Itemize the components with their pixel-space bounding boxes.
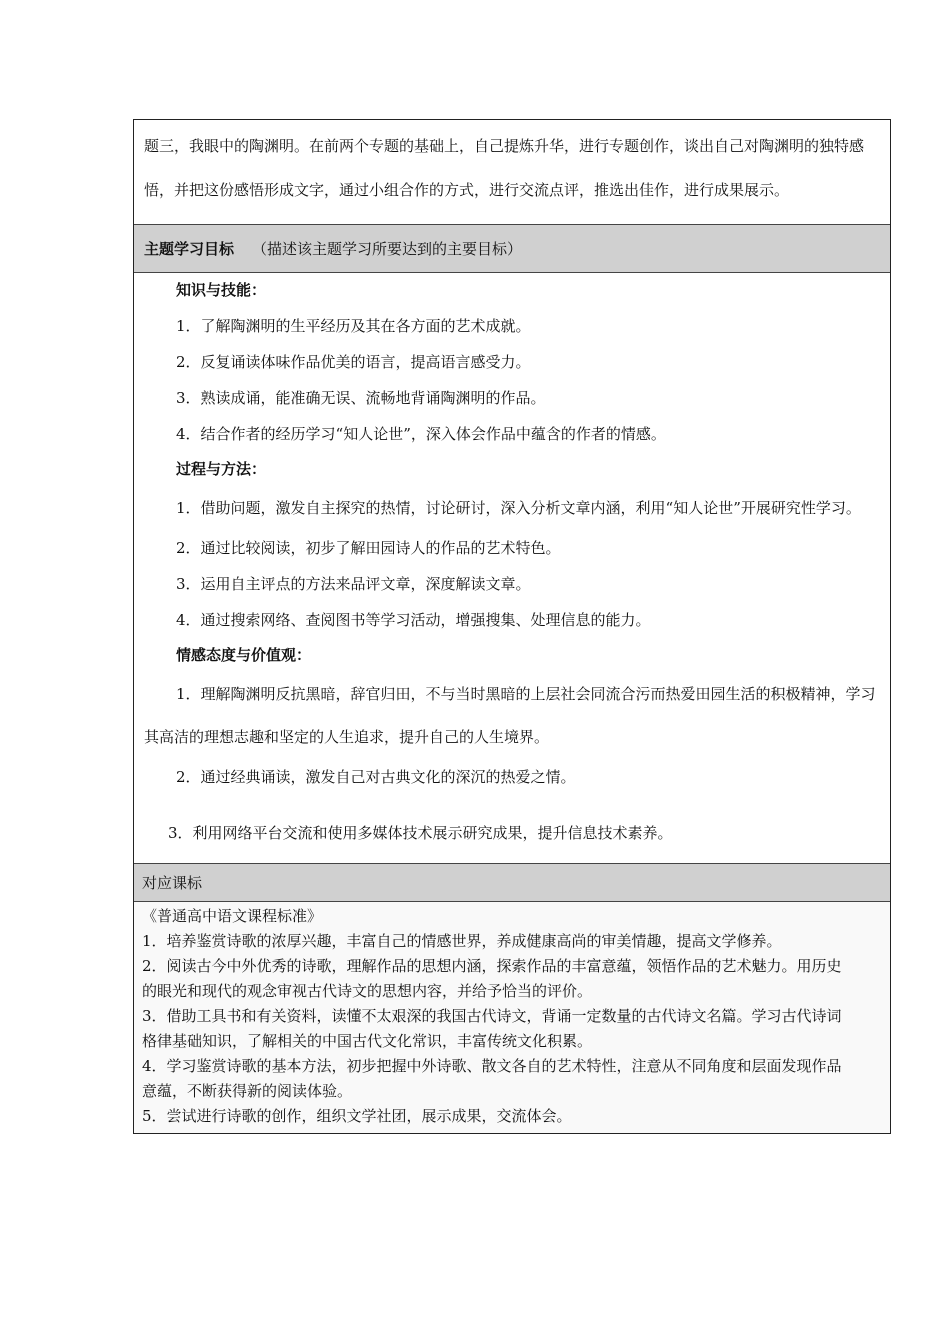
process-item: 4．通过搜索网络、查阅图书等学习活动，增强搜集、处理信息的能力。: [176, 611, 651, 629]
emotion-heading: 情感态度与价值观：: [176, 646, 312, 664]
process-heading: 过程与方法：: [176, 460, 267, 478]
standard-item: 1．培养鉴赏诗歌的浓厚兴趣，丰富自己的情感世界，养成健康高尚的审美情趣，提高文学修养。: [142, 932, 782, 950]
process-item: 2．通过比较阅读，初步了解田园诗人的作品的艺术特色。: [176, 539, 561, 557]
goals-header-row: [134, 225, 890, 273]
knowledge-item: 3．熟读成诵，能准确无误、流畅地背诵陶渊明的作品。: [176, 389, 546, 407]
emotion-item: 2．通过经典诵读，激发自己对古典文化的深沉的热爱之情。: [176, 768, 576, 786]
knowledge-item: 2．反复诵读体味作品优美的语言，提高语言感受力。: [176, 353, 531, 371]
standard-item: 4．学习鉴赏诗歌的基本方法，初步把握中外诗歌、散文各自的艺术特性，注意从不同角度和层面发现作品意蕴，不断获得新的阅读体验。: [142, 1057, 842, 1100]
knowledge-item: 4．结合作者的经历学习“知人论世”，深入体会作品中蕴含的作者的情感。: [176, 425, 666, 443]
knowledge-item: 1．了解陶渊明的生平经历及其在各方面的艺术成就。: [176, 317, 531, 335]
standard-header-label: 对应课标: [142, 874, 203, 892]
process-item: 3．运用自主评点的方法来品评文章，深度解读文章。: [176, 575, 531, 593]
standard-item: 5．尝试进行诗歌的创作，组织文学社团，展示成果，交流体会。: [142, 1107, 572, 1125]
emotion-item: 1．理解陶渊明反抗黑暗，辞官归田，不与当时黑暗的上层社会同流合污而热爱田园生活的积极精神，学习其高洁的理想志趣和坚定的人生追求，提升自己的人生境界。: [144, 685, 876, 746]
emotion-item: 3．利用网络平台交流和使用多媒体技术展示研究成果，提升信息技术素养。: [168, 824, 673, 842]
standard-header-row: [134, 864, 890, 902]
topic-intro-text: 题三，我眼中的陶渊明。在前两个专题的基础上，自己提炼升华，进行专题创作，谈出自己对陶渊明的独特感悟，并把这份感悟形成文字，通过小组合作的方式，进行交流点评，推选出佳作，进行成果展示。: [144, 137, 865, 199]
standard-item: 3．借助工具书和有关资料，读懂不太艰深的我国古代诗文，背诵一定数量的古代诗文名篇。学习古代诗词格律基础知识，了解相关的中国古代文化常识，丰富传统文化积累。: [142, 1007, 842, 1050]
standard-cell: [134, 902, 890, 1133]
standard-title: 《普通高中语文课程标准》: [142, 907, 323, 925]
standard-item: 2．阅读古今中外优秀的诗歌，理解作品的思想内涵，探索作品的丰富意蕴，领悟作品的艺术魅力。用历史的眼光和现代的观念审视古代诗文的思想内容，并给予恰当的评价。: [142, 957, 842, 1000]
lesson-plan-table: [133, 119, 891, 1134]
topic-intro-cell: [134, 120, 890, 225]
goals-header-title: 主题学习目标: [144, 240, 235, 258]
goals-cell: [134, 273, 890, 864]
goals-header-desc: （描述该主题学习所要达到的主要目标）: [252, 240, 523, 258]
knowledge-heading: 知识与技能：: [176, 281, 267, 299]
process-item: 1．借助问题，激发自主探究的热情，讨论研讨，深入分析文章内涵，利用“知人论世”开展研究性学习。: [176, 499, 861, 517]
